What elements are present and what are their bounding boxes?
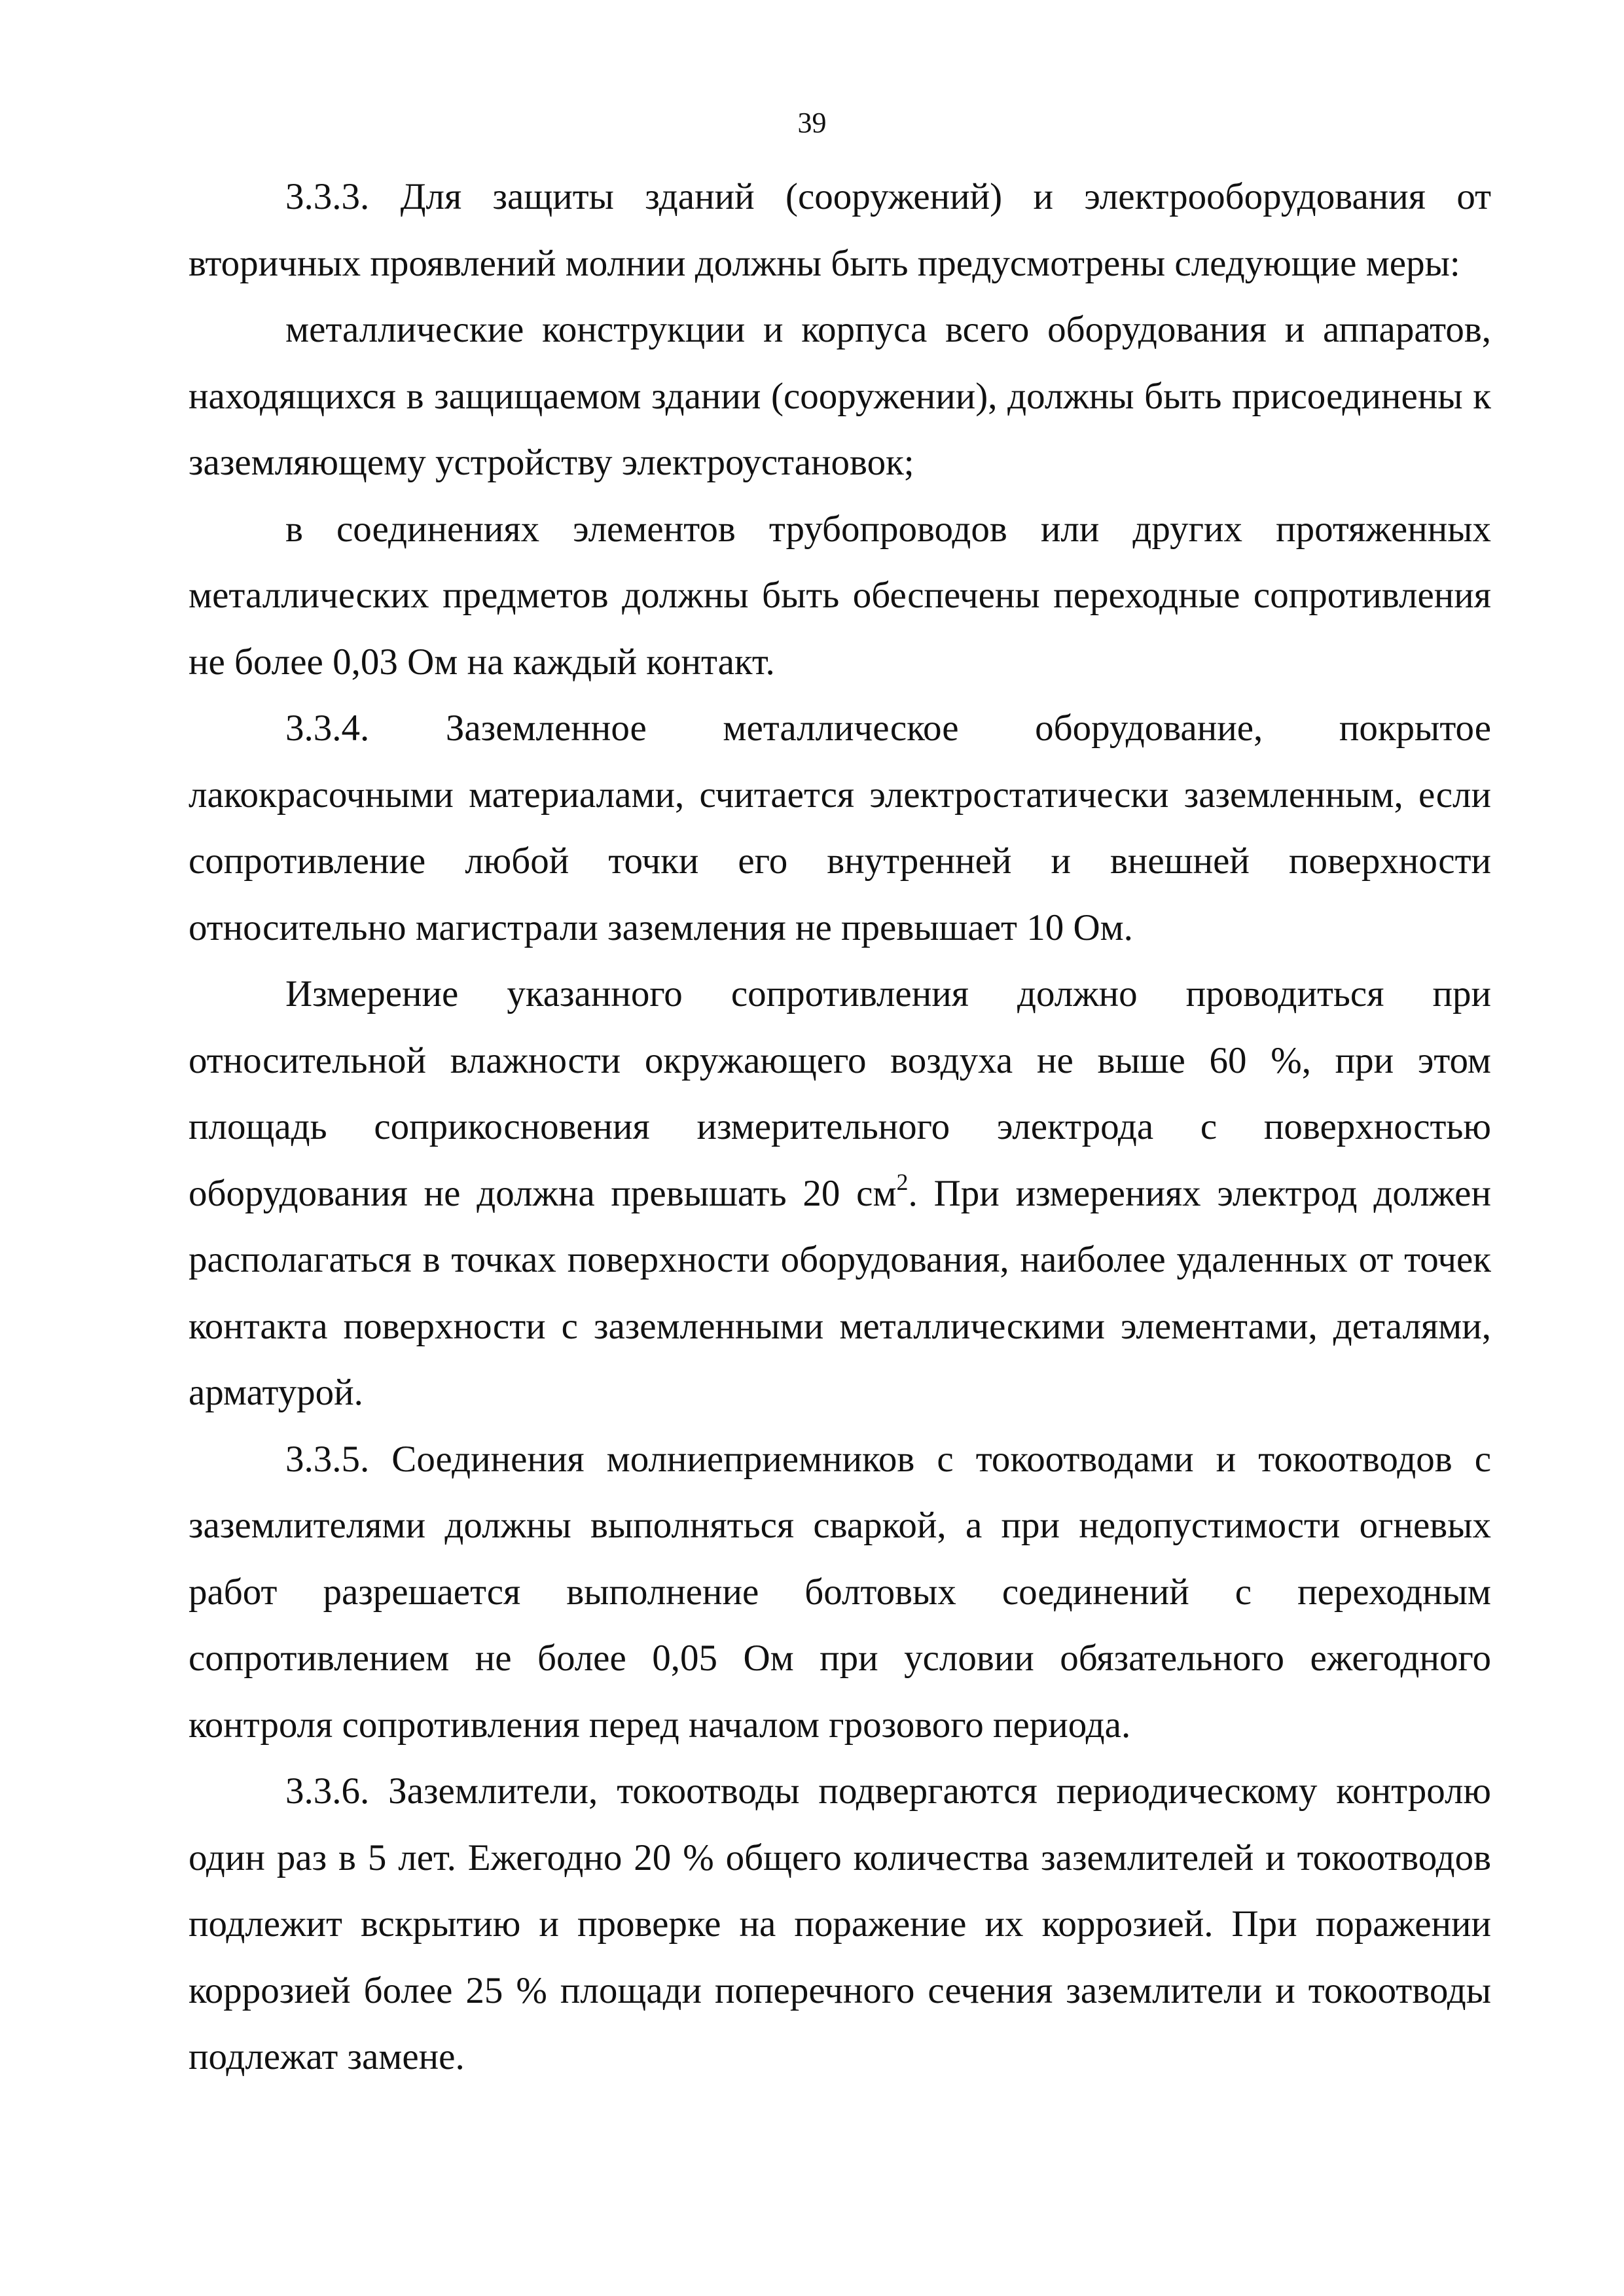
page-number: 39	[797, 107, 827, 139]
superscript-exponent: 2	[896, 1168, 909, 1195]
body-text	[189, 164, 1491, 2090]
paragraph-3-3-3: 3.3.3. Для защиты зданий (сооружений) и электрооборудования от вторичных проявлений молнии должны быть предусмотрены следующие меры:	[189, 176, 1491, 284]
paragraph-pipeline-connections: в соединениях элементов трубопроводов или других протяженных металлических предметов должны быть обеспечены переходные сопротивления не более 0,03 Ом на каждый контакт.	[189, 508, 1491, 683]
paragraph-3-3-5: 3.3.5. Соединения молниеприемников с токоотводами и токоотводов с заземлителями должны выполняться сваркой, а при недопустимости огневых работ разрешается выполнение болтовых соединений с переходным сопротивлением не более 0,05 Ом при условии обязательного ежегодного контроля сопротивления перед началом грозового периода.	[189, 1438, 1491, 1746]
paragraph-3-3-6: 3.3.6. Заземлители, токоотводы подвергаются периодическому контролю один раз в 5 лет. Ежегодно 20 % общего количества заземлителей и токоотводов подлежит вскрытию и проверке на поражение их коррозией. При поражении коррозией более 25 % площади поперечного сечения заземлители и токоотводы подлежат замене.	[189, 1770, 1491, 2077]
paragraph-3-3-4: 3.3.4. Заземленное металлическое оборудование, покрытое лакокрасочными материалами, считается электростатически заземленным, если сопротивление любой точки его внутренней и внешней поверхности относительно магистрали заземления не превышает 10 Ом.	[189, 708, 1491, 948]
paragraph-metal-structures: металлические конструкции и корпуса всего оборудования и аппаратов, находящихся в защищаемом здании (сооружении), должны быть присоединены к заземляющему устройству электроустановок;	[189, 309, 1491, 483]
measurement-text-before: Измерение указанного сопротивления должно проводиться при относительной влажности окружающего воздуха не выше 60 %, при этом площадь соприкосновения измерительного электрода с поверхностью оборудования не должна превышать 20 см	[189, 973, 1491, 1214]
paragraph-measurement	[189, 961, 1491, 1426]
measurement-text-after: . При измерениях электрод должен располагаться в точках поверхности оборудования, наиболее удаленных от точек контакта поверхности с заземленными металлическими элементами, деталями, арматурой.	[189, 1172, 1491, 1413]
